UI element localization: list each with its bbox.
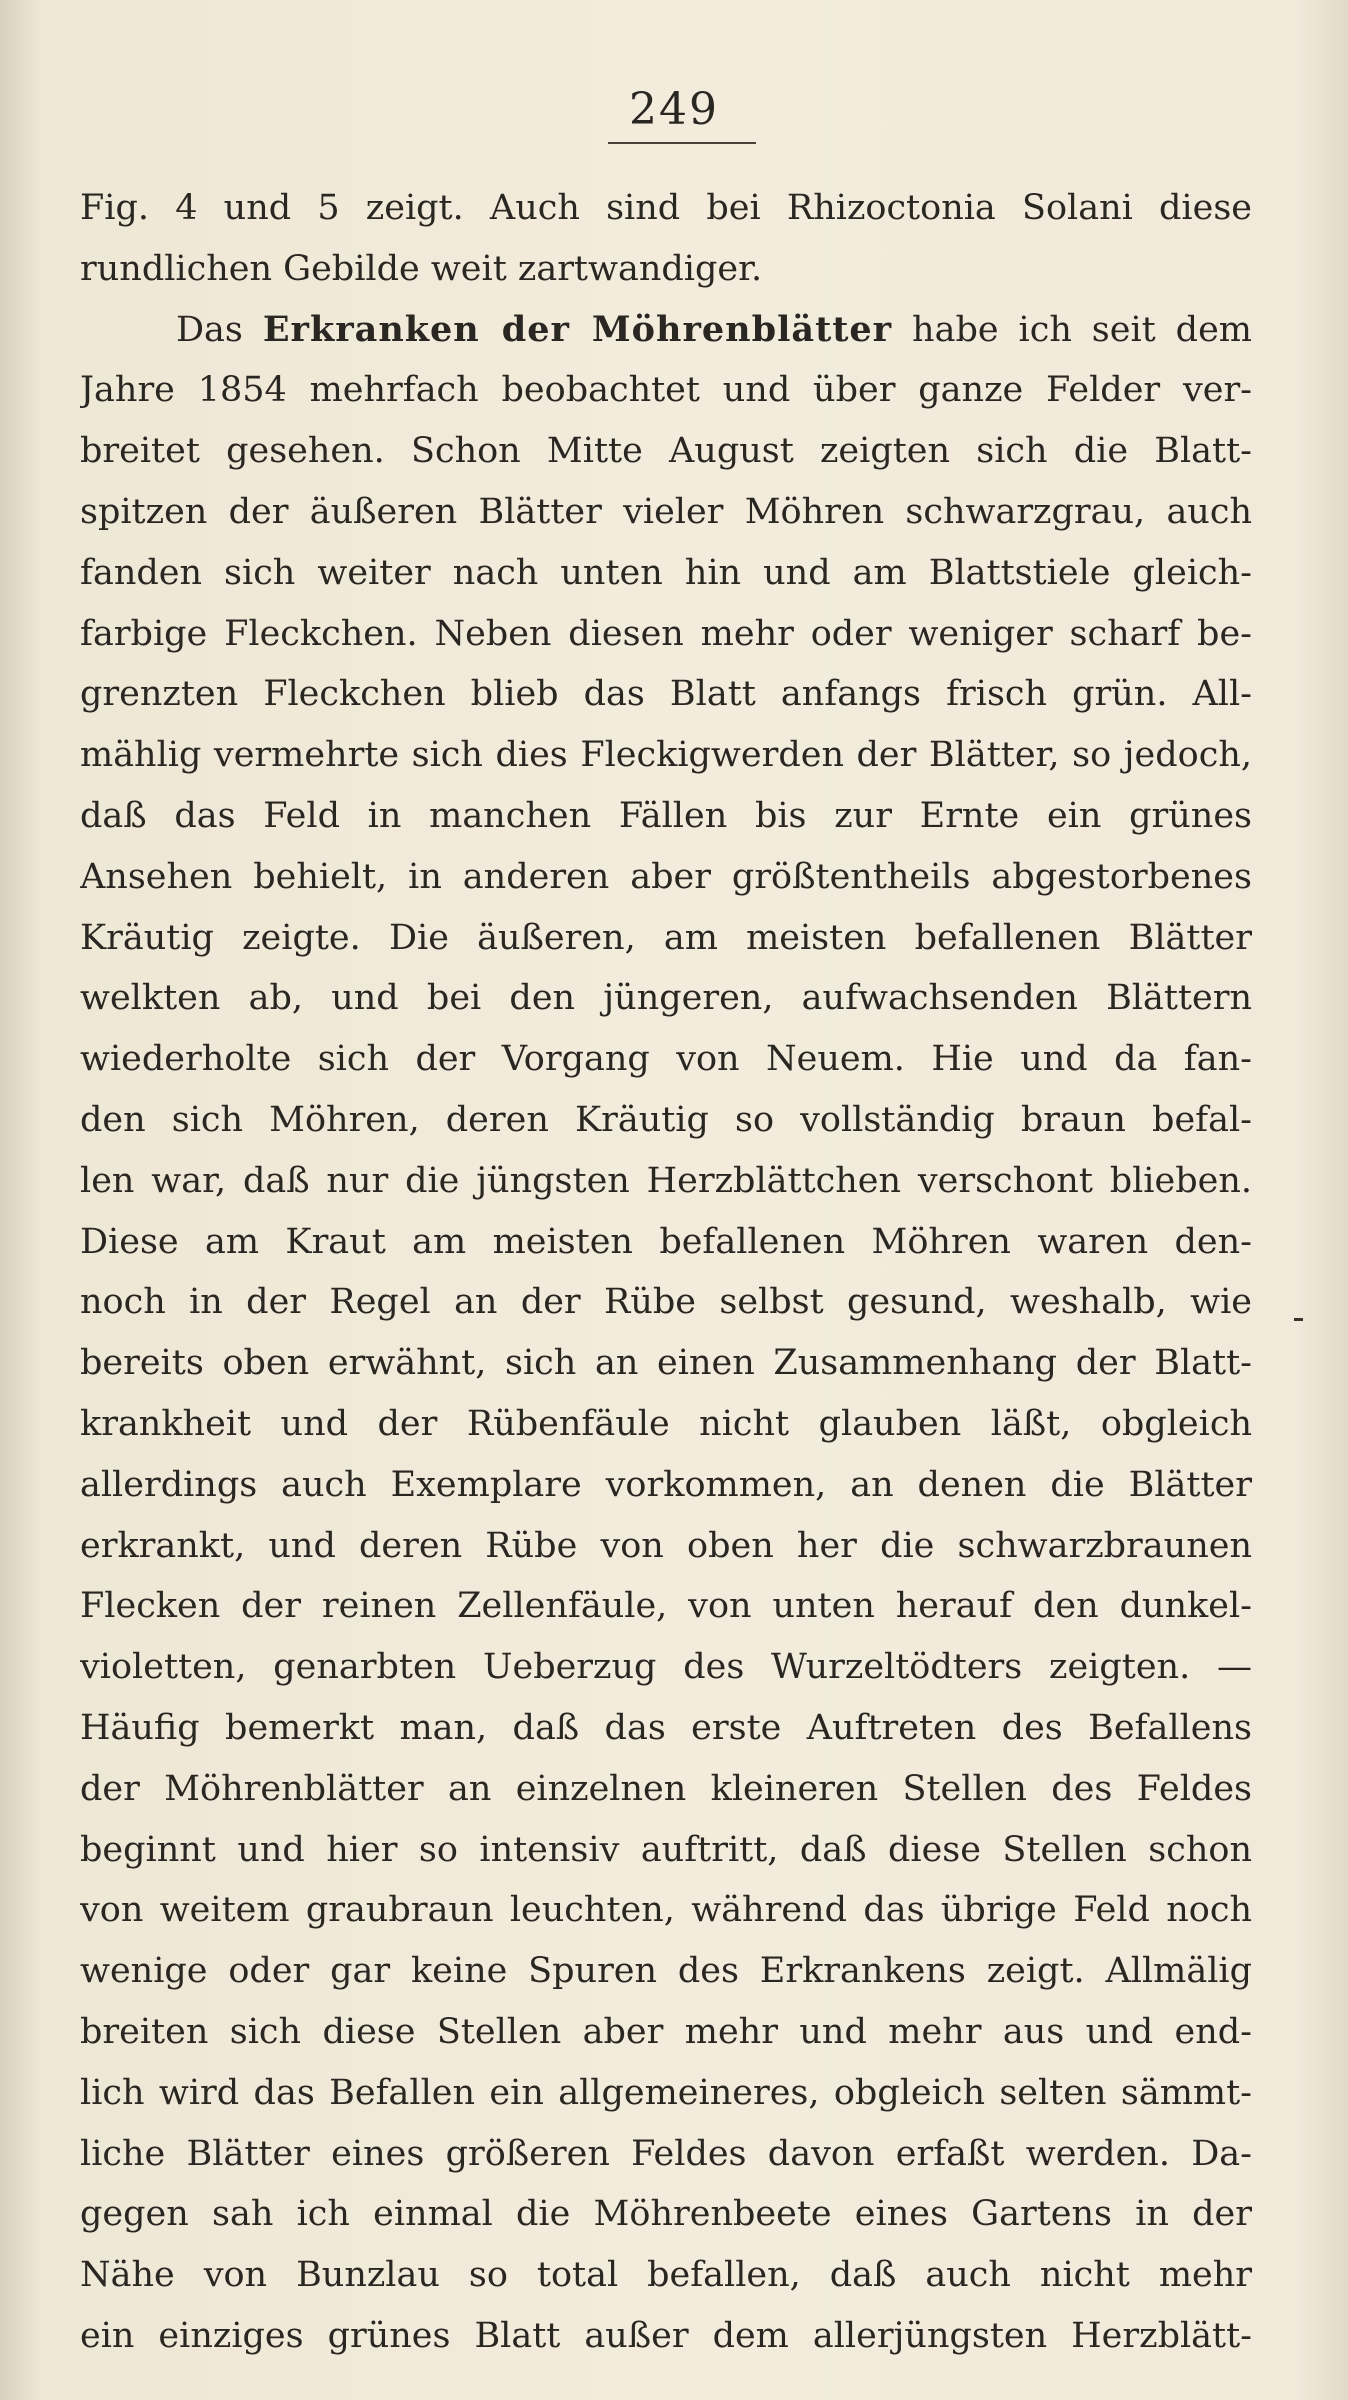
text-line: Fig. 4 und 5 zeigt. Auch sind bei Rhizoctonia Solani diese <box>80 188 1252 228</box>
text-line <box>80 300 1252 361</box>
margin-mark <box>1294 1318 1303 1321</box>
text-line: wiederholte sich der Vorgang von Neuem. Hie und da fan- <box>80 1039 1252 1080</box>
text-line: spitzen der äußeren Blätter vieler Möhren schwarzgrau, auch <box>80 491 1252 532</box>
text-line: Kräutig zeigte. Die äußeren, am meisten befallenen Blätter <box>80 917 1252 958</box>
text-line: fanden sich weiter nach unten hin und am Blattstiele gleich- <box>80 552 1252 593</box>
header-rule <box>608 142 756 144</box>
body-text <box>80 178 1252 2367</box>
section-heading: Erkranken der Möhrenblätter <box>262 308 893 350</box>
text-line: gegen sah ich einmal die Möhrenbeete eines Gartens in der <box>80 2194 1252 2235</box>
text-line: Flecken der reinen Zellenfäule, von unten herauf den dunkel- <box>80 1586 1252 1627</box>
text-line: Häufig bemerkt man, daß das erste Auftreten des Befallens <box>80 1707 1252 1748</box>
text-line: daß das Feld in manchen Fällen bis zur Ernte ein grünes <box>80 795 1252 836</box>
text-line: breiten sich diese Stellen aber mehr und mehr aus und end- <box>80 2011 1252 2052</box>
text-line: lich wird das Befallen ein allgemeineres, obgleich selten sämmt- <box>80 2072 1252 2113</box>
text-line: Ansehen behielt, in anderen aber größtentheils abgestorbenes <box>80 856 1252 897</box>
line-tail-text: habe ich seit dem <box>892 309 1252 350</box>
page-number: 249 <box>629 84 719 135</box>
text-line: farbige Fleckchen. Neben diesen mehr oder weniger scharf be- <box>80 613 1252 654</box>
text-line: von weitem graubraun leuchten, während das übrige Feld noch <box>80 1890 1252 1931</box>
text-line: breitet gesehen. Schon Mitte August zeigten sich die Blatt- <box>80 431 1252 472</box>
text-line: bereits oben erwähnt, sich an einen Zusammenhang der Blatt- <box>80 1343 1252 1384</box>
text-line: liche Blätter eines größeren Feldes davon erfaßt werden. Da- <box>80 2133 1252 2174</box>
text-line: allerdings auch Exemplare vorkommen, an denen die Blätter <box>80 1464 1252 1505</box>
text-line: erkrankt, und deren Rübe von oben her die schwarzbraunen <box>80 1525 1252 1566</box>
text-line: rundlichen Gebilde weit zartwandiger. <box>80 248 763 289</box>
text-line: len war, daß nur die jüngsten Herzblättchen verschont blieben. <box>80 1160 1252 1201</box>
text-line: beginnt und hier so intensiv auftritt, daß diese Stellen schon <box>80 1829 1252 1870</box>
text-line: welkten ab, und bei den jüngeren, aufwachsenden Blättern <box>80 978 1252 1019</box>
text-line: Jahre 1854 mehrfach beobachtet und über ganze Felder ver- <box>80 370 1252 411</box>
text-line: Diese am Kraut am meisten befallenen Möhren waren den- <box>80 1221 1252 1262</box>
text-line: der Möhrenblätter an einzelnen kleineren Stellen des Feldes <box>80 1768 1252 1809</box>
text-line: Nähe von Bunzlau so total befallen, daß auch nicht mehr <box>80 2255 1252 2296</box>
text-line: krankheit und der Rübenfäule nicht glauben läßt, obgleich <box>80 1403 1252 1444</box>
text-line: mählig vermehrte sich dies Fleckigwerden der Blätter, so jedoch, <box>80 735 1252 776</box>
text-line: grenzten Fleckchen blieb das Blatt anfangs frisch grün. All- <box>80 674 1252 715</box>
text-line: den sich Möhren, deren Kräutig so vollständig braun befal- <box>80 1099 1252 1140</box>
text-line: wenige oder gar keine Spuren des Erkrankens zeigt. Allmälig <box>80 1951 1252 1992</box>
text-line: ein einziges grünes Blatt außer dem allerjüngsten Herzblätt- <box>80 2315 1252 2356</box>
line-lead-text: Das <box>176 309 263 350</box>
text-line: violetten, genarbten Ueberzug des Wurzeltödters zeigten. — <box>80 1647 1252 1688</box>
text-line: noch in der Regel an der Rübe selbst gesund, weshalb, wie <box>80 1282 1252 1323</box>
